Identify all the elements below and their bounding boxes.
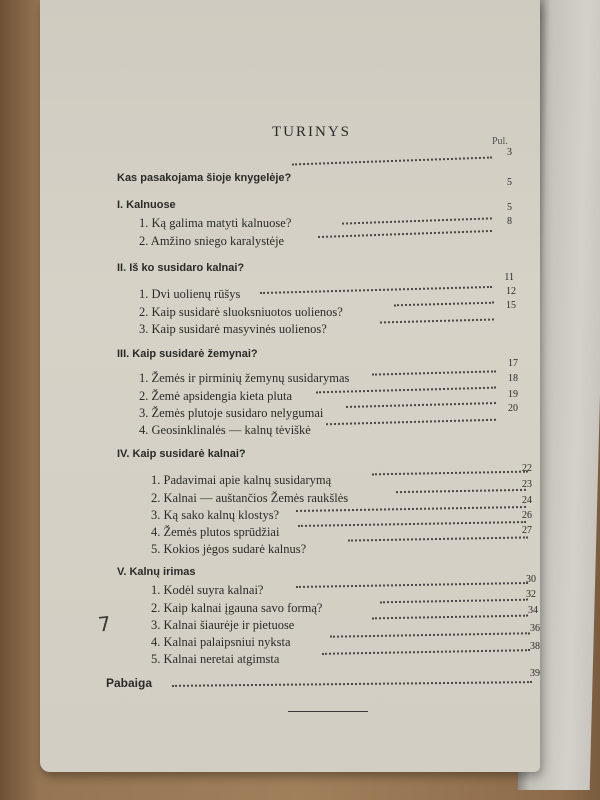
toc-item: 5. Kalnai neretai atgimsta <box>151 652 280 666</box>
page-number: 18 <box>508 373 518 384</box>
toc-item: 1. Kodėl suyra kalnai? <box>151 583 264 597</box>
page-number: 32 <box>526 589 536 600</box>
toc-item: 1. Ką galima matyti kalnuose? <box>139 216 292 230</box>
page-number: 19 <box>508 389 518 400</box>
toc-item: 2. Kaip susidarė sluoksniuotos uolienos? <box>139 305 343 319</box>
page-number: 3 <box>507 147 512 158</box>
section-heading: I. Kalnuose <box>117 199 176 211</box>
toc-item: 2. Žemė apsidengia kieta pluta <box>139 389 293 403</box>
page-number: 11 <box>504 272 514 283</box>
page-number: 34 <box>528 605 538 616</box>
page-number: 38 <box>530 641 540 652</box>
toc-item: 2. Kalnai — auštančios Žemės raukšlės <box>151 491 349 505</box>
page-number: 12 <box>506 286 516 297</box>
toc-item: 4. Žemės plutos sprūdžiai <box>151 525 280 539</box>
page-number: 39 <box>530 668 540 679</box>
page-column-label: Pul. <box>492 136 508 147</box>
page-number: 5 <box>507 177 512 188</box>
section-heading: IV. Kaip susidarė kalnai? <box>117 448 246 460</box>
section-heading: II. Iš ko susidaro kalnai? <box>117 262 245 274</box>
toc-item: 1. Padavimai apie kalnų susidarymą <box>151 473 332 487</box>
closing-rule <box>288 711 368 712</box>
page-number: 36 <box>530 623 540 634</box>
book-page <box>40 0 540 772</box>
page-number: 26 <box>522 510 532 521</box>
page-number: 8 <box>507 216 512 227</box>
section-heading: III. Kaip susidarė žemynai? <box>117 348 258 360</box>
page-number: 15 <box>506 300 516 311</box>
toc-item: 2. Kaip kalnai įgauna savo formą? <box>151 601 323 615</box>
section-heading: V. Kalnų irimas <box>117 566 196 578</box>
page-number: 5 <box>507 202 512 213</box>
page-number: 24 <box>522 495 532 506</box>
toc-item: 3. Ką sako kalnų klostys? <box>151 508 280 522</box>
toc-item: 4. Kalnai palaipsniui nyksta <box>151 635 291 649</box>
toc-entry-intro: Kas pasakojama šioje knygelėje? <box>117 172 292 184</box>
toc-item: 3. Žemės plutoje susidaro nelygumai <box>139 406 324 420</box>
toc-item: 4. Geosinklinalės — kalnų tėviškė <box>139 423 311 437</box>
page-number: 27 <box>522 525 532 536</box>
page-number: 20 <box>508 403 518 414</box>
page-number: 30 <box>526 574 536 585</box>
toc-entry-ending: Pabaiga <box>106 676 153 690</box>
toc-item: 5. Kokios jėgos sudarė kalnus? <box>151 542 307 556</box>
toc-item: 1. Žemės ir pirminių žemynų susidarymas <box>139 371 350 385</box>
page-number: 17 <box>508 358 518 369</box>
handwritten-number-mark: 7 <box>96 611 112 637</box>
toc-item: 1. Dvi uolienų rūšys <box>139 287 241 301</box>
toc-item: 3. Kaip susidarė masyvinės uolienos? <box>139 322 327 336</box>
page-title: TURINYS <box>272 124 352 140</box>
toc-item: 3. Kalnai šiaurėje ir pietuose <box>151 618 295 632</box>
page-number: 23 <box>522 479 532 490</box>
toc-item: 2. Amžino sniego karalystėje <box>139 234 285 248</box>
page-number: 22 <box>522 463 532 474</box>
